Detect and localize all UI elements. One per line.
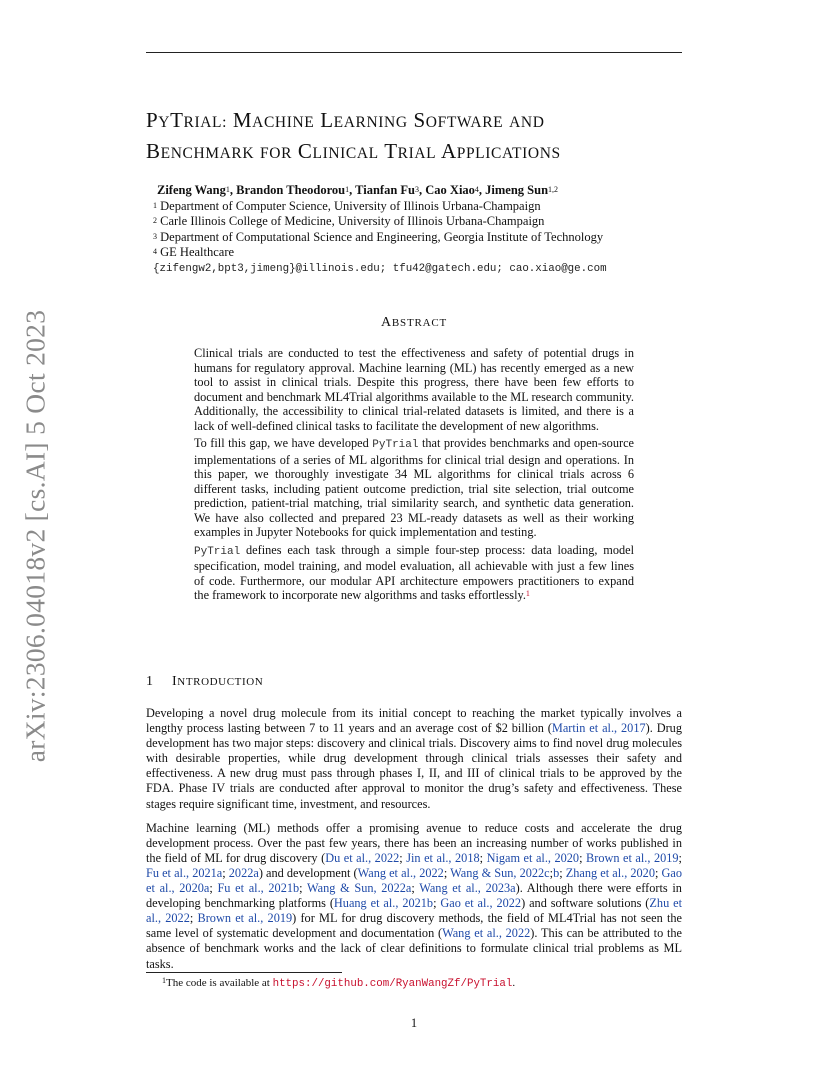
footnote-link[interactable]: https://github.com/RyanWangZf/PyTrial xyxy=(272,978,513,990)
abstract-paragraph-3 xyxy=(194,543,634,603)
citation-link[interactable]: Martin et al., 2017 xyxy=(551,721,646,736)
author-affiliation-marker: 4 xyxy=(474,185,479,194)
affiliation-line xyxy=(146,199,686,215)
footnote xyxy=(162,977,515,990)
affiliation-text: Department of Computer Science, University of Illinois Urbana-Champaign xyxy=(157,198,541,213)
page-number: 1 xyxy=(410,1016,418,1030)
arxiv-id-text: arXiv:2306.04018v2 [cs.AI] 5 Oct 2023 xyxy=(19,309,50,763)
citation-link[interactable]: Wang & Sun, 2022a xyxy=(307,881,412,896)
author-affiliation-marker: 1 xyxy=(345,185,350,194)
abstract xyxy=(194,346,634,606)
citation-link[interactable]: Wang et al., 2022 xyxy=(442,926,531,941)
citation-link[interactable]: Zhu et al., 2022 xyxy=(146,896,682,926)
abstract-paragraph-2 xyxy=(194,436,634,540)
citation-link[interactable]: Fu et al., 2021b xyxy=(217,881,300,896)
affiliation-text: GE Healthcare xyxy=(157,245,235,259)
abstract-p2-text: To fill this gap, we have developed xyxy=(194,436,373,450)
abstract-p3-text: defines each task through a simple four-step process: data loading, model specification, model training, and model evaluation, all achievable with just a few lines of code. Furthermore, our modular API architecture empowers practitioners to expand the framework to incorporate new algorithms and tasks effortlessly. xyxy=(194,542,634,602)
affiliation-number: 1 xyxy=(153,200,157,210)
footnote-text: The code is available at xyxy=(166,977,273,989)
citation-link[interactable]: Du et al., 2022 xyxy=(325,850,400,865)
affiliation-text: Carle Illinois College of Medicine, University of Illinois Urbana-Champaign xyxy=(157,214,545,228)
author-block xyxy=(146,183,686,277)
author-name: Brandon Theodorou xyxy=(236,183,346,197)
citation-link[interactable]: Jin et al., 2018 xyxy=(406,850,480,865)
title-line-2: BENCHMARK FOR CLINICAL TRIAL APPLICATIONS xyxy=(146,139,561,163)
citation-link[interactable]: Brown et al., 2019 xyxy=(197,911,293,926)
citation-link[interactable]: Wang & Sun, 2022c xyxy=(450,865,550,880)
author-names: Zifeng Wang$^1$, Brandon Theodorou$^1$, Tianfan Fu$^3$, Cao Xiao$^4$, Jimeng Sun$^{1,2}$ xyxy=(157,183,559,197)
affiliation-number: 3 xyxy=(153,231,157,241)
citation-link[interactable]: Zhang et al., 2020 xyxy=(565,865,655,880)
footnote-rule xyxy=(146,972,342,973)
citation-link[interactable]: 2022a xyxy=(228,865,259,880)
affiliation-line xyxy=(146,230,686,246)
citation-link[interactable]: Gao et al., 2020a xyxy=(146,865,682,896)
intro-paragraph-1: Developing a novel drug molecule from its initial concept to reaching the market typically involves a lengthy process lasting between 7 to 11 years and an average cost of $2 billion (Martin et al., 2017). Drug development has two major steps: discovery and clinical trials. Discovery aims to find novel drug molecules with desirable properties, while drug development through clinical trials assesses their safety and effectiveness. A new drug must pass through phases I, II, and III of clinical trials to be approved by the FDA. Phase IV trials are conducted after approval to monitor the drug’s safety and effectiveness. These stages require significant time, investment, and resources. xyxy=(146,706,682,811)
abstract-paragraph-1: Clinical trials are conducted to test the effectiveness and safety of potential drugs in humans for regulatory approval. Machine learning (ML) has recently emerged as a new tool to assist in clinical trials. Despite this progress, there have been few efforts to document and benchmark ML4Trial algorithms available to the ML research community. Additionally, the accessibility to clinical trial-related datasets is limited, and there is a lack of well-defined clinical tasks to facilitate the development of new algorithms. xyxy=(194,346,634,433)
footnote-marker[interactable]: 1 xyxy=(525,589,530,598)
paper-title xyxy=(146,106,686,168)
citation-link[interactable]: b xyxy=(553,865,560,880)
affiliation-text: Department of Computational Science and Engineering, Georgia Institute of Technology xyxy=(157,229,604,244)
affiliation-number: 2 xyxy=(153,216,157,225)
footnote-number: 1 xyxy=(162,976,166,985)
citation-link[interactable]: Fu et al., 2021a xyxy=(146,865,223,880)
abstract-p2-text-cont: that provides benchmarks and open-source implementations of a series of ML algorithms for clinical trial design and operations. In this paper, we thoroughly investigate 34 ML algorithms for clinical trials across 6 different tasks, including patient outcome prediction, trial site selection, trial outcome prediction, patient-trial matching, trial similarity search, and synthetic data generation. We have also collected and prepared 23 ML-ready datasets as well as their working examples in Jupyter Notebooks for quick implementation and testing. xyxy=(194,436,634,539)
citation-link[interactable]: Huang et al., 2021b xyxy=(333,896,434,911)
affiliation-line xyxy=(146,214,686,230)
author-affiliation-marker: 1 xyxy=(225,185,230,194)
citation-link[interactable]: Wang et al., 2022 xyxy=(357,865,444,880)
author-affiliation-marker: 3 xyxy=(415,185,420,194)
abstract-heading: ABSTRACT xyxy=(380,315,448,330)
top-rule xyxy=(146,52,682,53)
arxiv-stamp xyxy=(7,0,63,1072)
citation-link[interactable]: Gao et al., 2022 xyxy=(440,896,522,911)
citation-link[interactable]: Wang et al., 2023a xyxy=(419,881,516,896)
introduction-body xyxy=(146,706,682,981)
author-name: Jimeng Sun xyxy=(485,183,549,197)
code-pytrial: PyTrial xyxy=(194,545,241,558)
author-name: Zifeng Wang xyxy=(157,183,226,197)
section-title: INTRODUCTION xyxy=(172,674,264,689)
footnote-end: . xyxy=(512,977,516,989)
citation-link[interactable]: Nigam et al., 2020 xyxy=(486,850,580,865)
author-affiliation-marker: 1,2 xyxy=(548,185,559,194)
section-heading xyxy=(146,674,263,690)
author-name: Tianfan Fu xyxy=(355,183,416,197)
section-number: 1 xyxy=(146,674,154,689)
affiliation-line xyxy=(146,245,686,261)
intro-paragraph-2: Machine learning (ML) methods offer a promising avenue to reduce costs and accelerate the drug development process. Over the past few years, there has been an increasing number of works published in the field of ML for drug discovery (Du et al., 2022; Jin et al., 2018; Nigam et al., 2020; Brown et al., 2019; Fu et al., 2021a; 2022a) and development (Wang et al., 2022; Wang & Sun, 2022c;b; Zhang et al., 2020; Gao et al., 2020a; Fu et al., 2021b; Wang & Sun, 2022a; Wang et al., 2023a). Although there were efforts in developing benchmarking platforms (Huang et al., 2021b; Gao et al., 2022) and software solutions (Zhu et al., 2022; Brown et al., 2019) for ML for drug discovery methods, the field of ML4Trial has not seen the same level of systematic development and documentation (Wang et al., 2022). This can be attributed to the absence of benchmark works and the lack of clear definitions to formulate clinical trial problems as ML tasks. xyxy=(146,820,683,971)
affiliations xyxy=(146,199,686,261)
citation-link[interactable]: Brown et al., 2019 xyxy=(586,850,679,865)
title-line-1: PYTRIAL: MACHINE LEARNING SOFTWARE AND xyxy=(146,108,545,132)
author-emails: {zifengw2,bpt3,jimeng}@illinois.edu; tfu42@gatech.edu; cao.xiao@ge.com xyxy=(153,262,607,275)
affiliation-number: 4 xyxy=(153,247,157,256)
author-name: Cao Xiao xyxy=(425,183,475,197)
code-pytrial: PyTrial xyxy=(372,439,419,451)
